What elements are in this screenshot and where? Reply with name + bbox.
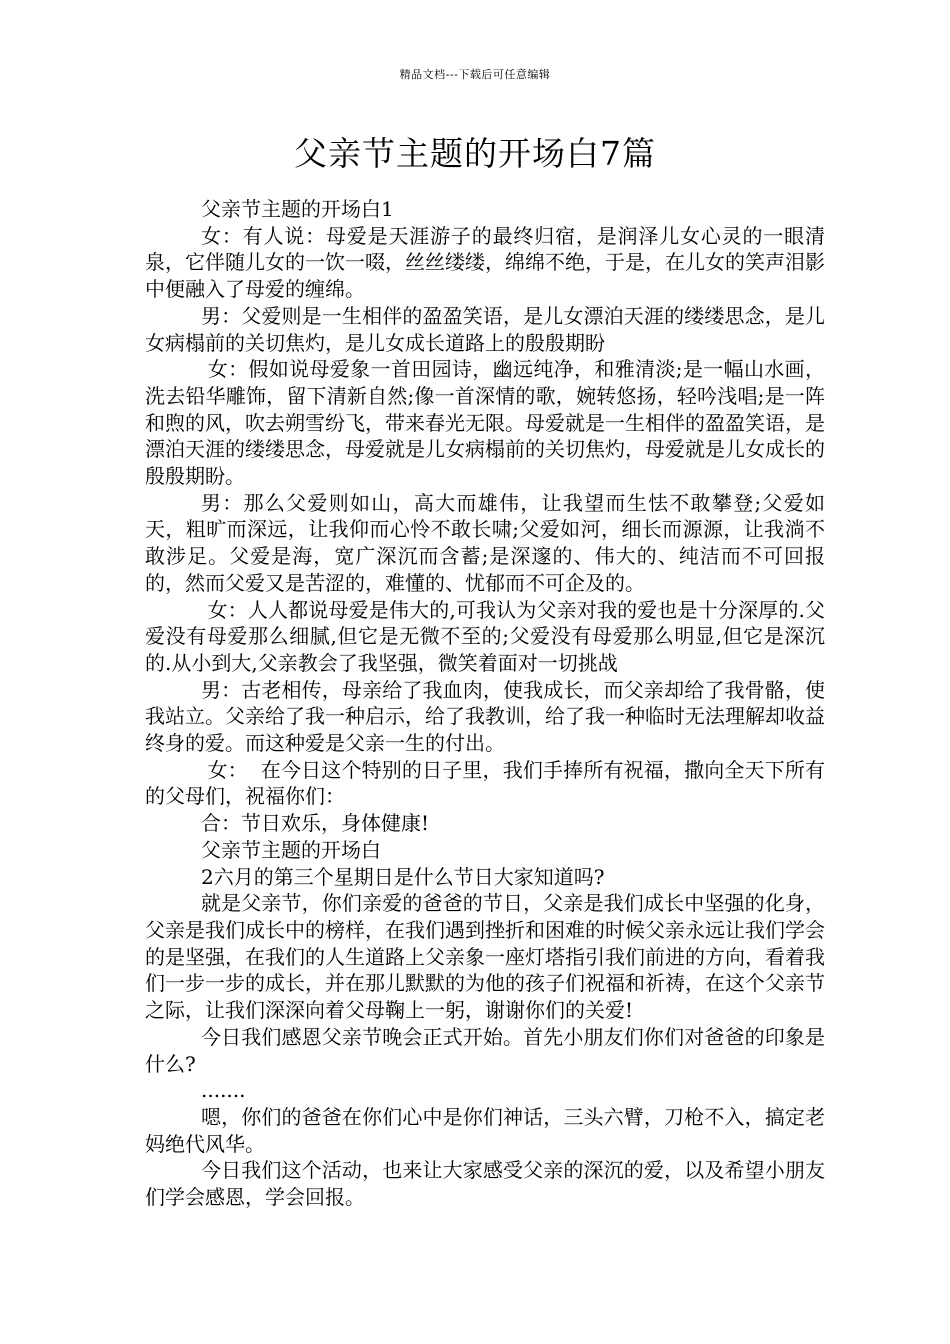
header-note: 精品文档---下载后可任意编辑 [399,68,551,81]
paragraph: 男：父爱则是一生相伴的盈盈笑语，是儿女漂泊天涯的缕缕思念，是儿女病榻前的关切焦灼，是儿女成长道路上的殷殷期盼 [145,303,825,355]
paragraph: 女：人人都说母爱是伟大的,可我认为父亲对我的爱也是十分深厚的.父爱没有母爱那么细腻,但它是无微不至的;父爱没有母爱那么明显,但它是深沉的.从小到大,父亲教会了我坚强，微笑着面对一切挑战 [145,597,825,675]
paragraph: 男：那么父爱则如山，高大而雄伟，让我望而生怯不敢攀登;父爱如天，粗旷而深远，让我仰而心怜不敢长啸;父爱如河，细长而源源，让我淌不敢涉足。父爱是海，宽广深沉而含蓄;是深邃的、伟大的、纯洁而不可回报的，然而父爱又是苦涩的，难懂的、忧郁而不可企及的。 [145,490,825,595]
paragraph: 就是父亲节，你们亲爱的爸爸的节日，父亲是我们成长中坚强的化身，父亲是我们成长中的榜样，在我们遇到挫折和困难的时候父亲永远让我们学会的是坚强，在我们的人生道路上父亲象一座灯塔指引我们前进的方向，看着我们一步一步的成长，并在那儿默默的为他的孩子们祝福和祈祷，在这个父亲节之际，让我们深深向着父母鞠上一躬，谢谢你们的关爱! [145,891,825,1023]
paragraph: 男：古老相传，母亲给了我血肉，使我成长，而父亲却给了我骨骼，使我站立。父亲给了我一种启示，给了我教训，给了我一种临时无法理解却收益终身的爱。而这种爱是父亲一生的付出。 [145,677,825,756]
paragraph: 今日我们感恩父亲节晚会正式开始。首先小朋友们你们对爸爸的印象是什么? [145,1024,825,1076]
paragraph: 合：节日欢乐，身体健康! [201,811,430,836]
paragraph: 嗯，你们的爸爸在你们心中是你们神话，三头六臂，刀枪不入，搞定老妈绝代风华。 [145,1104,825,1156]
paragraph: 2六月的第三个星期日是什么节日大家知道吗? [201,864,605,889]
paragraph: 父亲节主题的开场白 [201,837,381,862]
paragraph: 女： 在今日这个特别的日子里，我们手捧所有祝福，撒向全天下所有的父母们，祝福你们： [145,757,825,809]
paragraph: 今日我们这个活动，也来让大家感受父亲的深沉的爱，以及希望小朋友们学会感恩，学会回报。 [145,1158,825,1210]
paragraph: 女：假如说母爱象一首田园诗，幽远纯净，和雅清淡;是一幅山水画，洗去铅华雕饰，留下清新自然;像一首深情的歌，婉转悠扬，轻吟浅唱;是一阵和煦的风，吹去朔雪纷飞，带来春光无限。母爱就是一生相伴的盈盈笑语，是漂泊天涯的缕缕思念，母爱就是儿女病榻前的关切焦灼，母爱就是儿女成长的殷殷期盼。 [145,357,825,489]
paragraph: 父亲节主题的开场白1 [201,197,394,221]
document-title: 父亲节主题的开场白7篇 [294,134,656,173]
paragraph: ....... [201,1078,246,1103]
paragraph: 女：有人说：母爱是天涯游子的最终归宿，是润泽儿女心灵的一眼清泉，它伴随儿女的一饮一啜，丝丝缕缕，绵绵不绝，于是，在儿女的笑声泪影中便融入了母爱的缠绵。 [145,223,825,302]
document-body [145,196,825,1211]
